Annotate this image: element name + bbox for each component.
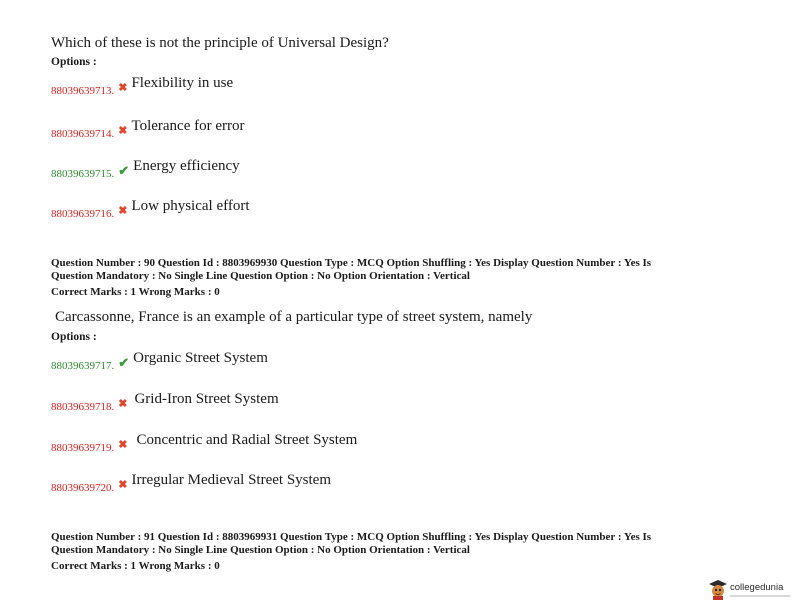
option-text: Concentric and Radial Street System xyxy=(136,432,358,448)
option-id: 88039639713. xyxy=(51,85,115,97)
option-id: 88039639720. xyxy=(51,482,115,494)
meta-line: Question Mandatory : No Single Line Question Option : No Option Orientation : Vertical xyxy=(51,270,470,282)
option-text: Irregular Medieval Street System xyxy=(131,472,331,488)
option-text: Flexibility in use xyxy=(131,75,234,91)
cross-mark-icon: ✖ xyxy=(118,479,128,491)
logo-tagline xyxy=(730,595,790,597)
option-text: Organic Street System xyxy=(133,350,268,366)
cross-mark-icon: ✖ xyxy=(118,82,128,94)
option-id: 88039639718. xyxy=(51,401,115,413)
cross-mark-icon: ✖ xyxy=(118,125,128,137)
option-row xyxy=(51,349,268,372)
meta-line: Question Number : 90 Question Id : 8803969930 Question Type : MCQ Option Shuffling : Yes Display Question Number : Yes Is xyxy=(51,257,652,269)
meta-line: Correct Marks : 1 Wrong Marks : 0 xyxy=(51,286,220,298)
question-2-options-label: Options : xyxy=(51,331,97,343)
option-text: Tolerance for error xyxy=(131,118,245,134)
question-1-text: Which of these is not the principle of Universal Design? xyxy=(51,35,389,51)
option-row xyxy=(51,431,358,454)
option-id: 88039639715. xyxy=(51,168,115,180)
cross-mark-icon: ✖ xyxy=(118,439,128,451)
question-90-meta xyxy=(51,257,651,299)
logo-text: collegedunia xyxy=(730,581,784,593)
meta-line: Correct Marks : 1 Wrong Marks : 0 xyxy=(51,560,220,572)
option-row xyxy=(51,471,331,494)
option-id: 88039639717. xyxy=(51,360,115,372)
option-row xyxy=(51,390,279,413)
collegedunia-logo xyxy=(708,578,790,600)
option-id: 88039639719. xyxy=(51,442,115,454)
check-mark-icon: ✔ xyxy=(118,163,130,178)
meta-line: Question Number : 91 Question Id : 8803969931 Question Type : MCQ Option Shuffling : Yes Display Question Number : Yes Is xyxy=(51,531,652,543)
option-id: 88039639714. xyxy=(51,128,115,140)
cross-mark-icon: ✖ xyxy=(118,398,128,410)
option-row xyxy=(51,74,234,97)
option-text: Grid-Iron Street System xyxy=(134,391,279,407)
option-text: Energy efficiency xyxy=(133,158,240,174)
check-mark-icon: ✔ xyxy=(118,355,130,370)
option-row xyxy=(51,157,240,180)
option-id: 88039639716. xyxy=(51,208,115,220)
cross-mark-icon: ✖ xyxy=(118,205,128,217)
option-row xyxy=(51,117,245,140)
mascot-icon xyxy=(708,578,728,600)
question-1-options-label: Options : xyxy=(51,56,97,68)
option-text: Low physical effort xyxy=(131,198,250,214)
question-91-meta xyxy=(51,531,651,573)
option-row xyxy=(51,197,250,220)
question-2-text: Carcassonne, France is an example of a particular type of street system, namely xyxy=(55,309,533,325)
meta-line: Question Mandatory : No Single Line Question Option : No Option Orientation : Vertical xyxy=(51,544,470,556)
